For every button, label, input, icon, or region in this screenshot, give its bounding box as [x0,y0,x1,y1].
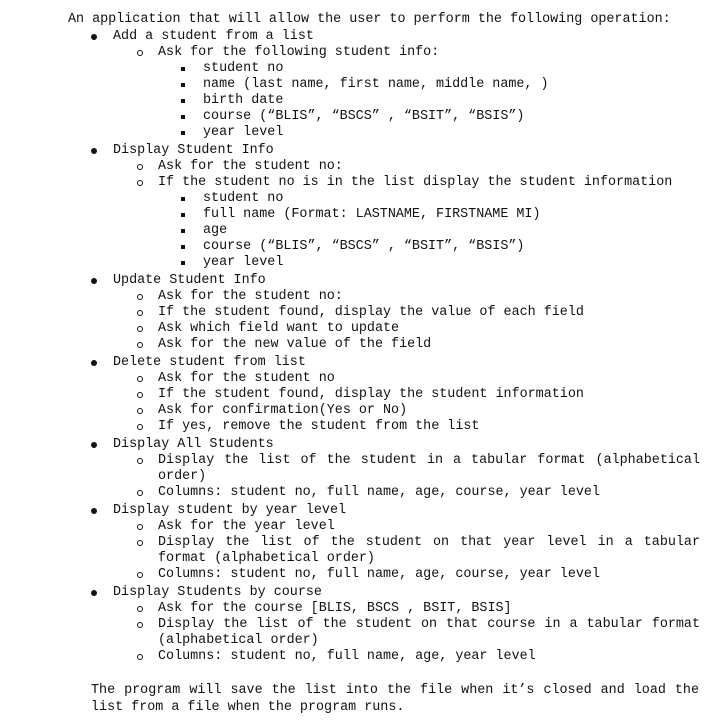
closing-paragraph: The program will save the list into the file when it’s closed and load the list from a file when the program runs. [91,683,699,715]
field-item [158,255,700,271]
intro-paragraph: An application that will allow the user to perform the following operation: [68,12,671,27]
field-text: full name (Format: LASTNAME, FIRSTNAME MI) [203,207,541,222]
field-text: course (“BLIS”, “BSCS” , “BSIT”, “BSIS”) [203,109,525,124]
section-steps [113,453,700,501]
section-steps [113,289,700,353]
square-bullet-icon [181,131,185,135]
square-bullet-icon [181,261,185,265]
field-text: year level [203,255,284,270]
step-item [113,649,700,665]
section-display-student-info [68,143,700,271]
circle-bullet-icon [137,392,143,398]
square-bullet-icon [181,213,185,217]
circle-bullet-icon [137,180,143,186]
circle-bullet-icon [137,572,143,578]
square-bullet-icon [181,83,185,87]
section-title: Display All Students [113,437,274,452]
step-item [113,159,700,175]
step-item [113,453,700,485]
step-item [113,45,700,141]
section-steps [113,159,700,271]
step-text: Display the list of the student on that course in a tabular format (alphabetical order) [158,617,700,648]
square-bullet-icon [181,229,185,233]
field-item [158,93,700,109]
square-bullet-icon [181,115,185,119]
circle-bullet-icon [137,458,143,464]
section-steps [113,371,700,435]
section-steps [113,601,700,665]
step-text: If the student no is in the list display the student information [158,175,673,190]
section-add-student [68,29,700,141]
step-text: Ask for the course [BLIS, BSCS , BSIT, BSIS] [158,601,512,616]
section-display-all-students [68,437,700,501]
disc-bullet-icon [91,148,97,154]
step-text: Columns: student no, full name, age, course, year level [158,567,600,582]
step-text: Ask which field want to update [158,321,400,336]
step-item [113,305,700,321]
circle-bullet-icon [137,342,143,348]
step-item [113,175,700,271]
section-display-by-course [68,585,700,665]
field-text: name (last name, first name, middle name, ) [203,77,549,92]
step-item [113,567,700,583]
step-text: If the student found, display the student information [158,387,584,402]
step-text: If the student found, display the value of each field [158,305,584,320]
step-text: If yes, remove the student from the list [158,419,480,434]
field-item [158,77,700,93]
circle-bullet-icon [137,606,143,612]
circle-bullet-icon [137,408,143,414]
circle-bullet-icon [137,50,143,56]
step-item [113,617,700,649]
section-title: Add a student from a list [113,29,314,44]
circle-bullet-icon [137,622,143,628]
section-title: Display Student Info [113,143,274,158]
step-text: Ask for the new value of the field [158,337,432,352]
circle-bullet-icon [137,326,143,332]
circle-bullet-icon [137,294,143,300]
field-text: age [203,223,228,238]
field-item [158,223,700,239]
square-bullet-icon [181,197,185,201]
step-item [113,403,700,419]
step-item [113,485,700,501]
step-text: Ask for the following student info: [158,45,440,60]
step-item [113,337,700,353]
field-text: birth date [203,93,284,108]
step-text: Display the list of the student in a tabular format (alphabetical order) [158,453,700,484]
disc-bullet-icon [91,590,97,596]
step-item [113,601,700,617]
field-text: student no [203,61,284,76]
field-item [158,109,700,125]
square-bullet-icon [181,67,185,71]
disc-bullet-icon [91,34,97,40]
step-text: Display the list of the student on that year level in a tabular format (alphabetical order) [158,535,700,566]
disc-bullet-icon [91,360,97,366]
square-bullet-icon [181,245,185,249]
step-text: Columns: student no, full name, age, course, year level [158,485,600,500]
step-text: Ask for the student no: [158,159,343,174]
section-steps [113,519,700,583]
step-item [113,321,700,337]
circle-bullet-icon [137,424,143,430]
section-delete-student [68,355,700,435]
circle-bullet-icon [137,490,143,496]
step-text: Ask for confirmation(Yes or No) [158,403,408,418]
field-text: year level [203,125,284,140]
disc-bullet-icon [91,508,97,514]
section-steps [113,45,700,141]
circle-bullet-icon [137,654,143,660]
field-text: course (“BLIS”, “BSCS” , “BSIT”, “BSIS”) [203,239,525,254]
field-item [158,61,700,77]
disc-bullet-icon [91,442,97,448]
step-item [113,289,700,305]
field-list [158,61,700,141]
square-bullet-icon [181,99,185,103]
field-item [158,207,700,223]
circle-bullet-icon [137,524,143,530]
section-title: Update Student Info [113,273,266,288]
section-title: Display student by year level [113,503,347,518]
circle-bullet-icon [137,540,143,546]
operations-list [68,29,700,667]
circle-bullet-icon [137,310,143,316]
circle-bullet-icon [137,376,143,382]
section-title: Delete student from list [113,355,306,370]
step-item [113,535,700,567]
field-list [158,191,700,271]
step-text: Ask for the student no [158,371,335,386]
section-display-by-year-level [68,503,700,583]
step-item [113,519,700,535]
disc-bullet-icon [91,278,97,284]
circle-bullet-icon [137,164,143,170]
step-text: Columns: student no, full name, age, year level [158,649,536,664]
field-item [158,191,700,207]
step-item [113,419,700,435]
field-item [158,239,700,255]
step-text: Ask for the year level [158,519,335,534]
field-text: student no [203,191,284,206]
section-title: Display Students by course [113,585,322,600]
field-item [158,125,700,141]
step-text: Ask for the student no: [158,289,343,304]
section-update-student-info [68,273,700,353]
step-item [113,387,700,403]
step-item [113,371,700,387]
